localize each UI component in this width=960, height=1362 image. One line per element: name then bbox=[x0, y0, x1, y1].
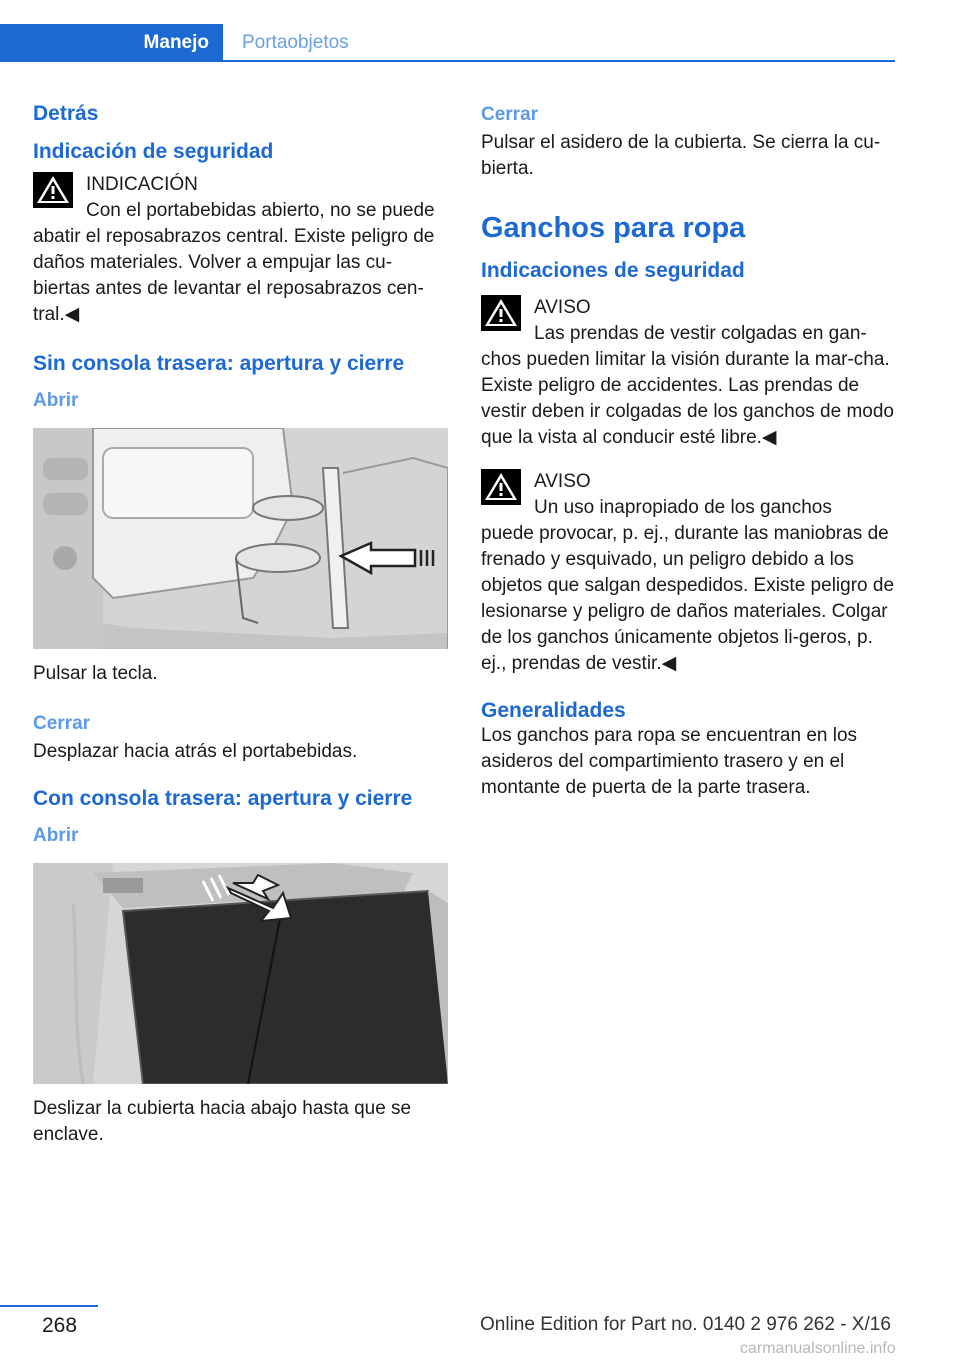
text-generalidades: Los ganchos para ropa se encuentran en los asideros del compartimiento trasero y en el montante de puerta de la parte trasera. bbox=[481, 725, 858, 798]
section-tab-manejo[interactable]: Manejo bbox=[0, 24, 223, 62]
subheading-abrir-2: Abrir bbox=[33, 825, 79, 846]
warning-text: abatir el reposabrazos central. Existe peligro de daños materiales. Volver a empujar las cu‐biertas antes de levantar el reposabrazos cen‐tral.◀ bbox=[33, 226, 435, 325]
left-column bbox=[33, 100, 448, 1148]
heading-ganchos-para-ropa: Ganchos para ropa bbox=[481, 212, 746, 244]
aviso-title-1: AVISO bbox=[534, 297, 591, 318]
heading-sin-consola: Sin consola trasera: apertura y cierre bbox=[33, 352, 405, 375]
subheading-abrir-1: Abrir bbox=[33, 390, 79, 411]
heading-con-consola: Con consola trasera: apertura y cierre bbox=[33, 787, 413, 810]
aviso-text-first-1: Las prendas de vestir colgadas en gan‐ bbox=[534, 323, 867, 344]
header-rule bbox=[0, 60, 895, 62]
warning-block-aviso-2 bbox=[481, 469, 896, 677]
warning-triangle-icon bbox=[33, 172, 73, 208]
console-cover-photo bbox=[33, 863, 448, 1084]
watermark: carmanualsonline.info bbox=[740, 1340, 896, 1357]
heading-indicacion-seguridad: Indicación de seguridad bbox=[33, 140, 274, 163]
warning-block-indicacion bbox=[33, 172, 448, 328]
heading-detras: Detrás bbox=[33, 102, 99, 125]
section-tab-portaobjetos[interactable]: Portaobjetos bbox=[242, 32, 349, 53]
caption-pulsar: Pulsar la tecla. bbox=[33, 663, 158, 684]
warning-triangle-icon bbox=[481, 295, 521, 331]
aviso-text-first-2: Un uso inapropiado de los ganchos bbox=[534, 497, 832, 518]
aviso-text-2: puede provocar, p. ej., durante las maniobras de frenado y esquivado, un peligro debido a los objetos que salgan despedidos. Existe peligro de lesionarse y peligro de daños materiales. Colgar de los ganchos únicamente objetos li‐geros, p. ej., prendas de vestir.◀ bbox=[481, 523, 895, 674]
text-pulsar-asidero: Pulsar el asidero de la cubierta. Se cierra la cu‐bierta. bbox=[481, 132, 881, 179]
warning-triangle-icon bbox=[481, 469, 521, 505]
text-desplazar: Desplazar hacia atrás el portabebidas. bbox=[33, 741, 358, 762]
aviso-title-2: AVISO bbox=[534, 471, 591, 492]
warning-block-aviso-1 bbox=[481, 295, 896, 451]
cupholder-photo bbox=[33, 428, 448, 649]
subheading-cerrar-2: Cerrar bbox=[481, 104, 539, 125]
aviso-text-1: chos pueden limitar la visión durante la mar‐cha. Existe peligro de accidentes. Las prendas de vestir deben ir colgadas de los ganchos de modo que la vista al conducir esté libre.◀ bbox=[481, 349, 894, 448]
warning-text-first: Con el portabebidas abierto, no se puede bbox=[86, 200, 435, 221]
page-number: 268 bbox=[42, 1314, 78, 1337]
footer-rule bbox=[0, 1305, 98, 1307]
heading-generalidades: Generalidades bbox=[481, 699, 626, 722]
caption-deslizar: Deslizar la cubierta hacia abajo hasta que se enclave. bbox=[33, 1098, 412, 1145]
right-column bbox=[481, 100, 896, 801]
page-header bbox=[0, 24, 895, 62]
subheading-cerrar-1: Cerrar bbox=[33, 713, 91, 734]
warning-title: INDICACIÓN bbox=[86, 174, 198, 195]
footer-edition: Online Edition for Part no. 0140 2 976 262 - X/16 bbox=[480, 1314, 891, 1335]
heading-indicaciones-seguridad: Indicaciones de seguridad bbox=[481, 259, 745, 282]
